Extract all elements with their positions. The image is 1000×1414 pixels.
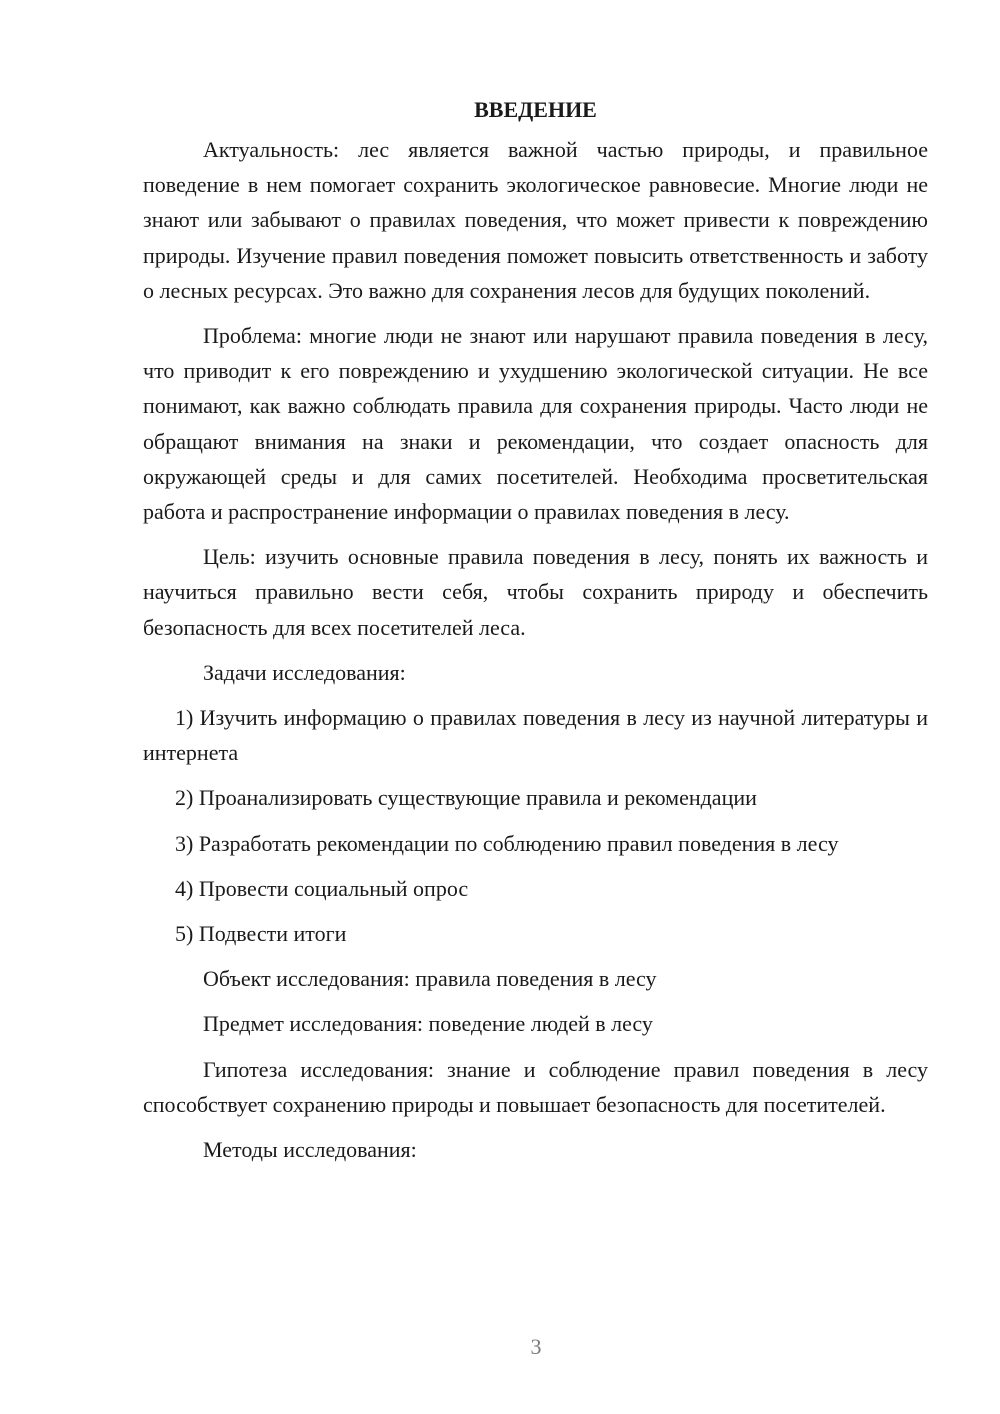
- goal-paragraph: Цель: изучить основные правила поведения в лесу, понять их важность и научиться правильно вести себя, чтобы сохранить природу и обеспечить безопасность для всех посетителей леса.: [143, 544, 928, 640]
- hypothesis-paragraph: Гипотеза исследования: знание и соблюдение правил поведения в лесу способствует сохранению природы и повышает безопасность для посетителей.: [143, 1056, 928, 1117]
- tasks-title: Задачи исследования:: [203, 659, 406, 685]
- page-number: 3: [530, 1334, 542, 1359]
- section-heading: ВВЕДЕНИЕ: [474, 97, 597, 122]
- task-item: 5) Подвести итоги: [175, 921, 347, 947]
- object-paragraph: Объект исследования: правила поведения в лесу: [203, 966, 657, 992]
- subject-paragraph: Предмет исследования: поведение людей в лесу: [203, 1011, 653, 1037]
- tasks-list: [143, 700, 928, 951]
- task-item: 2) Проанализировать существующие правила и рекомендации: [175, 785, 757, 811]
- task-item: 3) Разработать рекомендации по соблюдению правил поведения в лесу: [175, 830, 839, 856]
- task-item: 4) Провести социальный опрос: [175, 875, 469, 901]
- methods-title: Методы исследования:: [203, 1137, 417, 1163]
- document-body: [143, 92, 928, 1177]
- task-item: 1) Изучить информацию о правилах поведения в лесу из научной литературы и интернета: [143, 705, 928, 766]
- problem-paragraph: Проблема: многие люди не знают или нарушают правила поведения в лесу, что приводит к его повреждению и ухудшению экологической ситуации. Не все понимают, как важно соблюдать правила для сохранения природы. Часто люди не обращают внимания на знаки и рекомендации, что создает опасность для окружающей среды и для самих посетителей. Необходима просветительская работа и распространение информации о правилах поведения в лесу.: [143, 323, 928, 525]
- relevance-paragraph: Актуальность: лес является важной частью природы, и правильное поведение в нем помогает сохранить экологическое равновесие. Многие люди не знают или забывают о правилах поведения, что может привести к повреждению природы. Изучение правил поведения поможет повысить ответственность и заботу о лесных ресурсах. Это важно для сохранения лесов для будущих поколений.: [143, 137, 928, 303]
